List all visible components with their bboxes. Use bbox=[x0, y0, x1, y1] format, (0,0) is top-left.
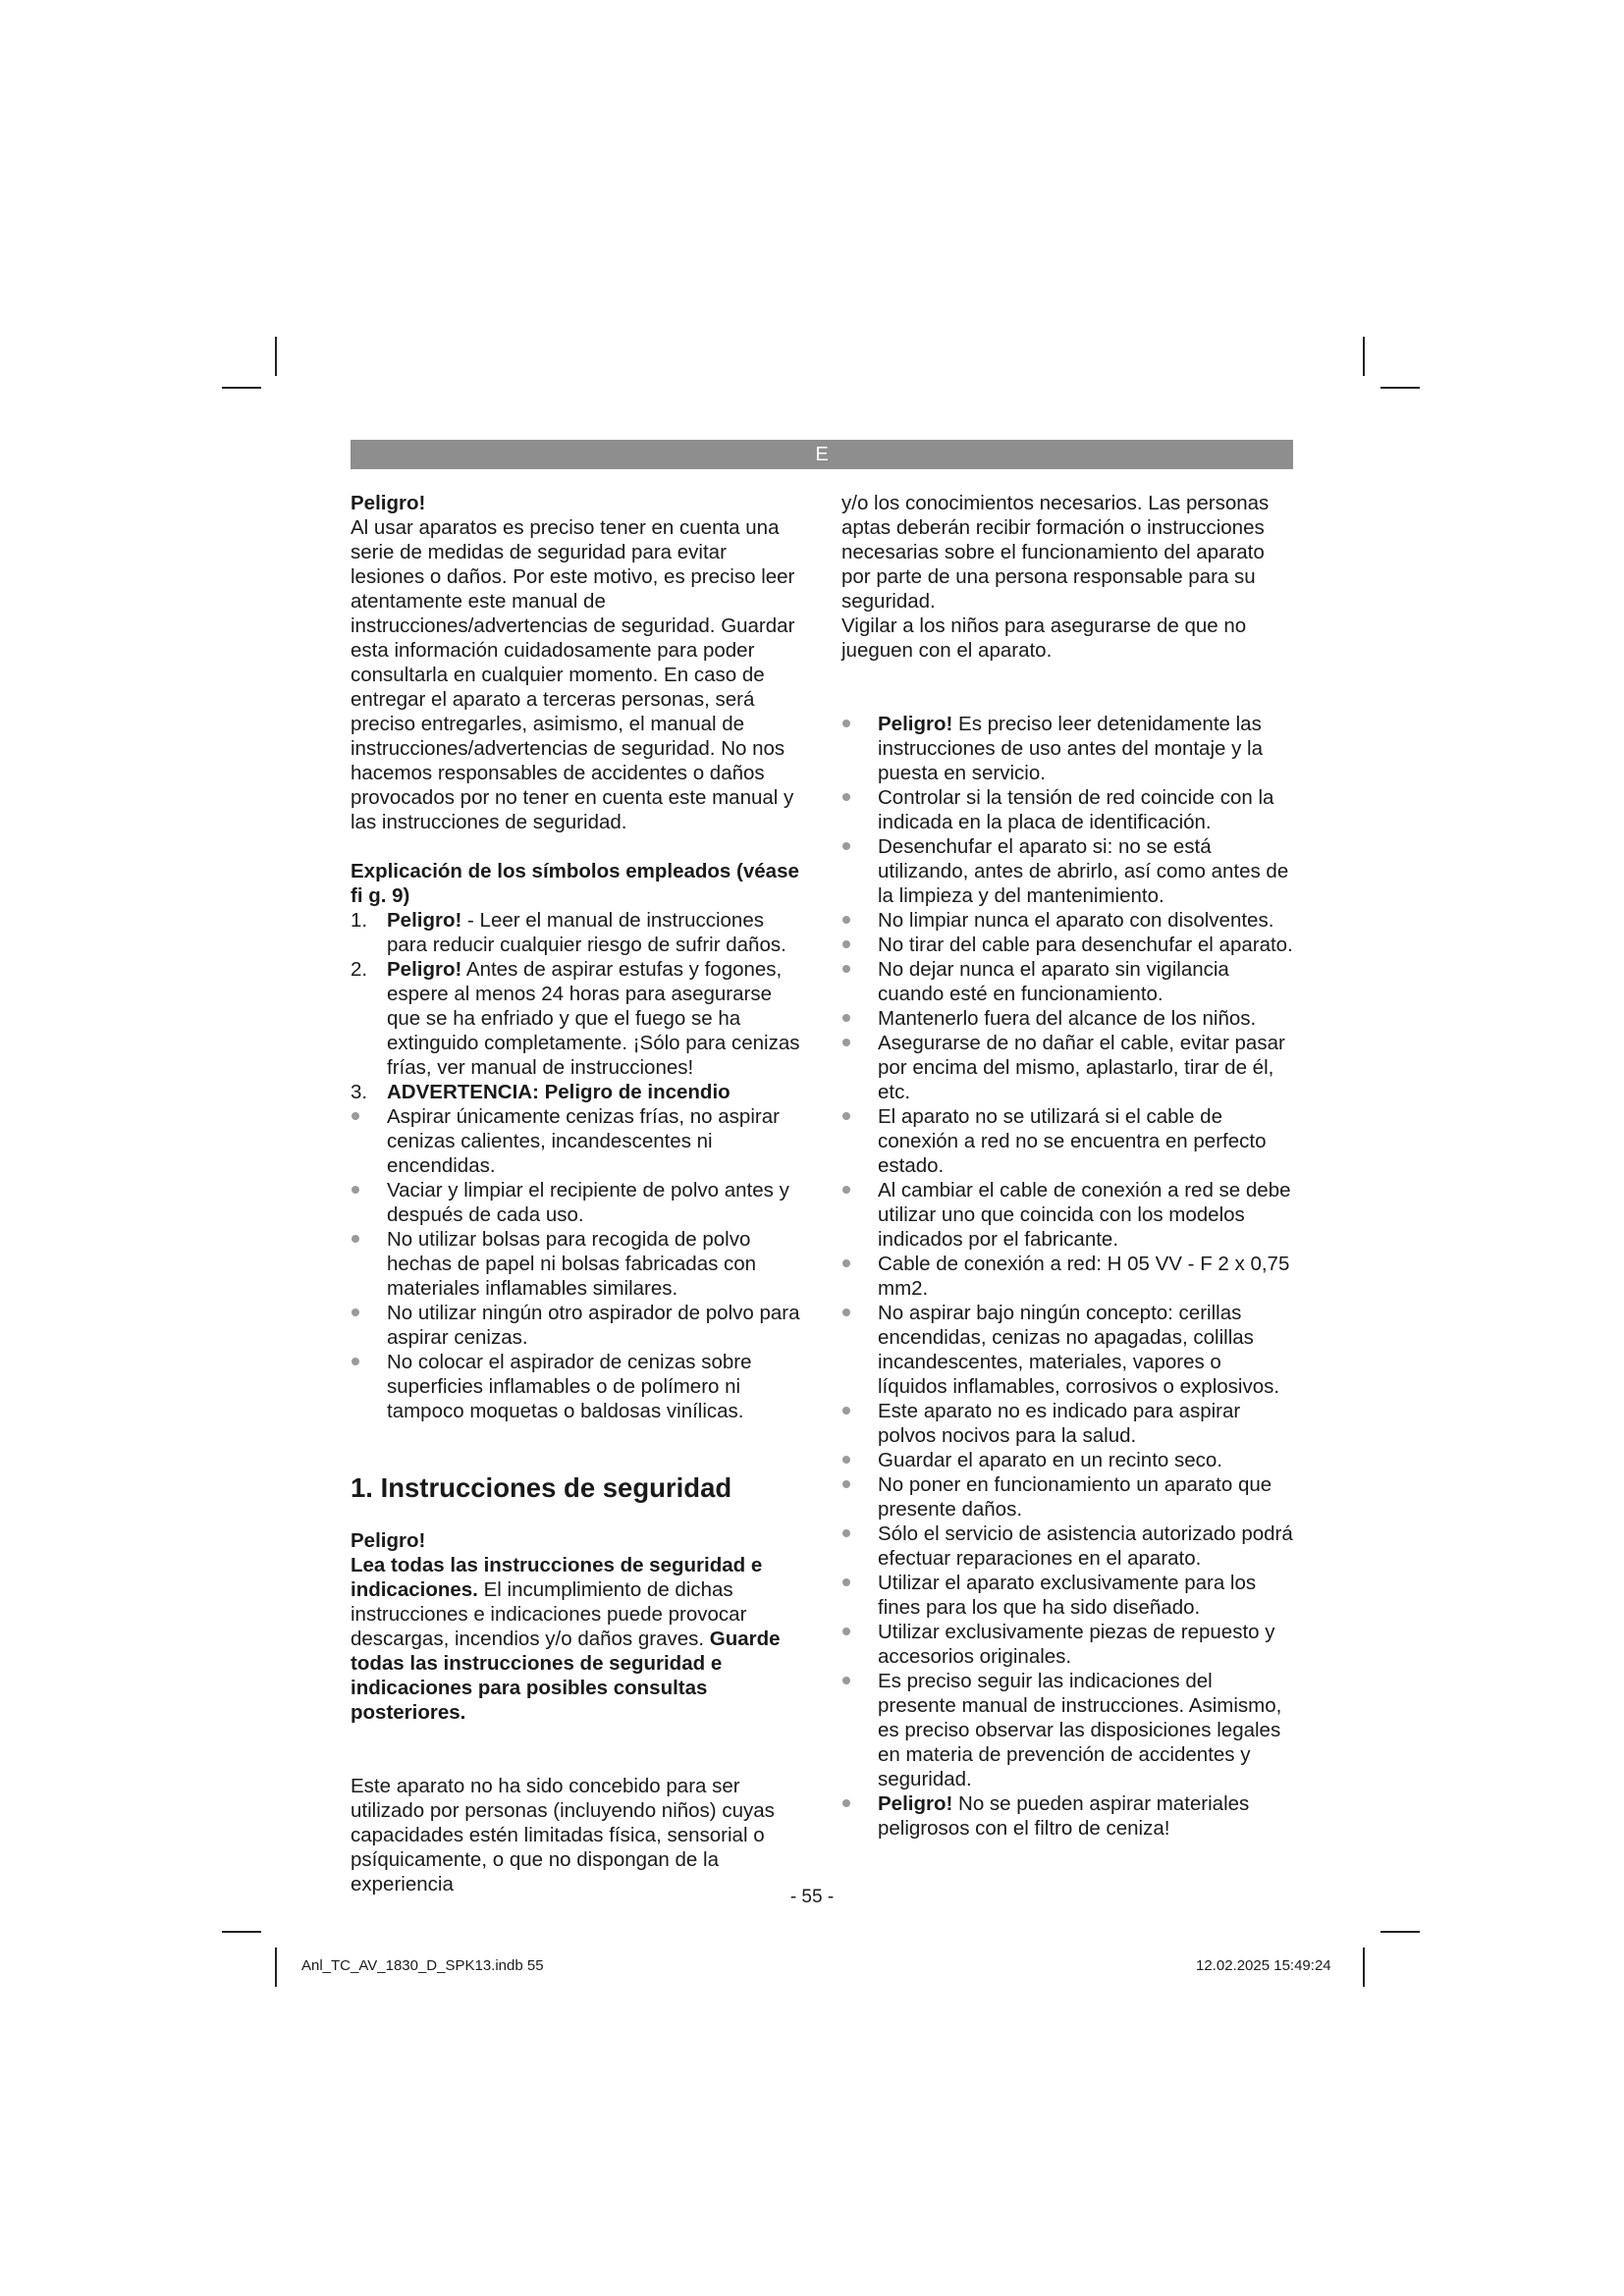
bullet-icon bbox=[842, 1014, 850, 1022]
intro-heading: Peligro! bbox=[351, 492, 426, 514]
list-item-text: No tirar del cable para desenchufar el aparato. bbox=[878, 934, 1293, 956]
crop-mark-top-right-v bbox=[1363, 337, 1365, 376]
list-item bbox=[841, 957, 1293, 1006]
crop-mark-bottom-right-h bbox=[1380, 1931, 1420, 1933]
crop-mark-bottom-left-h bbox=[222, 1931, 261, 1933]
list-item bbox=[841, 1522, 1293, 1571]
left-column bbox=[351, 491, 802, 1896]
list-item bbox=[841, 1620, 1293, 1669]
bullet-icon bbox=[842, 720, 850, 727]
symbol-number: 3. bbox=[351, 1081, 368, 1103]
symbol-item bbox=[351, 957, 802, 1080]
list-item-text: Utilizar el aparato exclusivamente para los fines para los que ha sido diseñado. bbox=[878, 1572, 1257, 1619]
footer-timestamp: 12.02.2025 15:49:24 bbox=[1196, 1957, 1331, 1974]
list-item bbox=[841, 712, 1293, 785]
list-item bbox=[841, 1178, 1293, 1252]
danger-heading: Peligro! bbox=[351, 1529, 426, 1552]
list-item bbox=[841, 1571, 1293, 1620]
list-item bbox=[841, 1472, 1293, 1522]
bullet-icon bbox=[842, 965, 850, 973]
list-item-text: No se pueden aspirar materiales peligrosos con el filtro de ceniza! bbox=[878, 1792, 1250, 1840]
safety-bullet-list bbox=[841, 712, 1293, 1841]
symbol-text: - Leer el manual de instrucciones para reducir cualquier riesgo de sufrir daños. bbox=[387, 909, 786, 956]
bullet-icon bbox=[842, 1480, 850, 1488]
crop-mark-top-left-h bbox=[222, 387, 261, 389]
symbols-list bbox=[351, 908, 802, 1104]
list-item bbox=[351, 1227, 802, 1301]
intro-text: Al usar aparatos es preciso tener en cuenta una serie de medidas de seguridad para evitar lesiones o daños. Por este motivo, es preciso leer atentamente este manual de instrucciones/advertencias de seguridad. Guardar esta información cuidadosamente para poder consultarla en cualquier momento. En caso de entregar el aparato a terceras personas, será preciso entregarles, asimismo, el manual de instrucciones/advertencias de seguridad. No nos hacemos responsables de accidentes o daños provocados por no tener en cuenta este manual y las instrucciones de seguridad. bbox=[351, 516, 795, 833]
list-item-text: No limpiar nunca el aparato con disolventes. bbox=[878, 909, 1274, 932]
bullet-icon bbox=[842, 940, 850, 948]
list-item-text: Es preciso seguir las indicaciones del presente manual de instrucciones. Asimismo, es preciso observar las disposiciones legales en materia de prevención de accidentes y seguridad. bbox=[878, 1670, 1282, 1790]
list-item-text: Al cambiar el cable de conexión a red se debe utilizar uno que coincida con los modelos indicados por el fabricante. bbox=[878, 1179, 1291, 1251]
list-item-text: No colocar el aspirador de cenizas sobre superficies inflamables o de polímero ni tampoco moquetas o baldosas vinílicas. bbox=[387, 1351, 752, 1422]
list-item bbox=[841, 785, 1293, 834]
bullet-icon bbox=[842, 1186, 850, 1194]
symbols-heading: Explicación de los símbolos empleados (véase fi g. 9) bbox=[351, 860, 799, 907]
list-item bbox=[841, 1399, 1293, 1448]
bullet-icon bbox=[842, 1578, 850, 1586]
list-item bbox=[841, 1791, 1293, 1841]
bullet-icon bbox=[842, 1407, 850, 1415]
list-item bbox=[841, 1448, 1293, 1472]
bullet-icon bbox=[352, 1308, 359, 1316]
right-column bbox=[841, 491, 1293, 1841]
section-title: 1. Instrucciones de seguridad bbox=[351, 1472, 732, 1503]
list-item-text: No dejar nunca el aparato sin vigilancia cuando esté en funcionamiento. bbox=[878, 958, 1229, 1005]
list-item bbox=[841, 1104, 1293, 1178]
list-item-text: Controlar si la tensión de red coincide con la indicada en la placa de identificación. bbox=[878, 786, 1274, 833]
symbol-bold: Peligro! bbox=[387, 958, 462, 981]
bullet-icon bbox=[842, 1628, 850, 1635]
list-item bbox=[351, 1178, 802, 1227]
list-item bbox=[841, 1252, 1293, 1301]
list-item-text: El aparato no se utilizará si el cable de conexión a red no se encuentra en perfecto estado. bbox=[878, 1105, 1267, 1177]
bullet-icon bbox=[842, 1529, 850, 1537]
symbol-number: 1. bbox=[351, 909, 368, 932]
list-item bbox=[841, 1006, 1293, 1031]
danger-bold-2: Guarde todas las instrucciones de seguridad e indicaciones para posibles consultas posteriores. bbox=[351, 1628, 781, 1724]
symbol-item bbox=[351, 908, 802, 957]
list-item bbox=[841, 1669, 1293, 1791]
usage-text: Este aparato no ha sido concebido para ser utilizado por personas (incluyendo niños) cuyas capacidades estén limitadas física, sensorial o psíquicamente, o que no dispongan de la experiencia bbox=[351, 1775, 775, 1896]
list-item-text: Desenchufar el aparato si: no se está utilizando, antes de abrirlo, así como antes de la limpieza y del mantenimiento. bbox=[878, 835, 1289, 907]
symbol-text: Antes de aspirar estufas y fogones, espere al menos 24 horas para asegurarse que se ha enfriado y que el fuego se ha extinguido completamente. ¡Sólo para cenizas frías, ver manual de instrucciones! bbox=[387, 958, 800, 1079]
symbol-bold: Peligro! bbox=[387, 909, 462, 932]
list-item-text: No aspirar bajo ningún concepto: cerillas encendidas, cenizas no apagadas, colillas incandescentes, materiales, vapores o líquidos inflamables, corrosivos o explosivos. bbox=[878, 1302, 1280, 1398]
bullet-icon bbox=[842, 842, 850, 850]
list-item-text: Es preciso leer detenidamente las instrucciones de uso antes del montaje y la puesta en servicio. bbox=[878, 713, 1264, 784]
bullet-icon bbox=[842, 1259, 850, 1267]
bullet-icon bbox=[842, 1456, 850, 1464]
bullet-icon bbox=[842, 1039, 850, 1046]
list-item-text: Utilizar exclusivamente piezas de repuesto y accesorios originales. bbox=[878, 1621, 1275, 1668]
children-text: Vigilar a los niños para asegurarse de que no jueguen con el aparato. bbox=[841, 614, 1247, 662]
bullet-icon bbox=[352, 1358, 359, 1365]
list-item-text: Este aparato no es indicado para aspirar polvos nocivos para la salud. bbox=[878, 1400, 1241, 1447]
bullet-icon bbox=[842, 916, 850, 924]
language-header-bar bbox=[351, 440, 1293, 469]
list-item bbox=[351, 1104, 802, 1178]
bullet-icon bbox=[842, 1308, 850, 1316]
bullet-icon bbox=[842, 1112, 850, 1120]
list-item-text: Mantenerlo fuera del alcance de los niños. bbox=[878, 1007, 1257, 1030]
bullet-icon bbox=[842, 1677, 850, 1684]
list-item bbox=[841, 908, 1293, 933]
list-item-text: Sólo el servicio de asistencia autorizado podrá efectuar reparaciones en el aparato. bbox=[878, 1522, 1293, 1570]
list-item-text: Vaciar y limpiar el recipiente de polvo antes y después de cada uso. bbox=[387, 1179, 789, 1226]
list-item bbox=[841, 1301, 1293, 1399]
list-item bbox=[841, 933, 1293, 957]
list-item-text: No utilizar bolsas para recogida de polvo hechas de papel ni bolsas fabricadas con materiales inflamables similares. bbox=[387, 1228, 757, 1300]
list-item-text: No poner en funcionamiento un aparato que presente daños. bbox=[878, 1473, 1272, 1521]
crop-mark-top-right-h bbox=[1380, 387, 1420, 389]
list-item bbox=[351, 1301, 802, 1350]
list-item-text: Asegurarse de no dañar el cable, evitar pasar por encima del mismo, aplastarlo, tirar de él, etc. bbox=[878, 1032, 1285, 1103]
bullet-icon bbox=[352, 1186, 359, 1194]
list-item bbox=[841, 1031, 1293, 1104]
symbol-number: 2. bbox=[351, 958, 368, 981]
list-item bbox=[841, 834, 1293, 908]
bullet-icon bbox=[842, 793, 850, 801]
danger-text-1: El incumplimiento de dichas instrucciones e indicaciones puede provocar descargas, incendios y/o daños graves. bbox=[351, 1578, 747, 1650]
list-item-text: Aspirar únicamente cenizas frías, no aspirar cenizas calientes, incandescentes ni encendidas. bbox=[387, 1105, 780, 1177]
danger-bold-1: Lea todas las instrucciones de seguridad e indicaciones. bbox=[351, 1554, 763, 1601]
footer-filename: Anl_TC_AV_1830_D_SPK13.indb 55 bbox=[301, 1957, 544, 1974]
bullet-icon bbox=[352, 1235, 359, 1243]
crop-mark-bottom-left-v bbox=[275, 1948, 277, 1987]
continued-text: y/o los conocimientos necesarios. Las personas aptas deberán recibir formación o instrucciones necesarias sobre el funcionamiento del aparato por parte de una persona responsable para su seguridad. bbox=[841, 492, 1270, 613]
bullet-icon bbox=[842, 1799, 850, 1807]
list-item-bold: Peligro! bbox=[878, 713, 953, 735]
list-item-text: Cable de conexión a red: H 05 VV - F 2 x 0,75 mm2. bbox=[878, 1253, 1290, 1300]
language-label: E bbox=[815, 444, 829, 465]
page-number: - 55 - bbox=[789, 1887, 835, 1907]
list-item-text: Guardar el aparato en un recinto seco. bbox=[878, 1449, 1222, 1471]
symbol-item bbox=[351, 1080, 802, 1104]
crop-mark-top-left-v bbox=[275, 337, 277, 376]
danger-paragraph bbox=[351, 1553, 802, 1725]
crop-mark-bottom-right-v bbox=[1363, 1948, 1365, 1987]
list-item-bold: Peligro! bbox=[878, 1792, 953, 1815]
list-item-text: No utilizar ningún otro aspirador de polvo para aspirar cenizas. bbox=[387, 1302, 800, 1349]
bullet-icon bbox=[352, 1112, 359, 1120]
fire-warning-list bbox=[351, 1104, 802, 1423]
list-item bbox=[351, 1350, 802, 1423]
symbol-bold: ADVERTENCIA: Peligro de incendio bbox=[387, 1081, 731, 1103]
